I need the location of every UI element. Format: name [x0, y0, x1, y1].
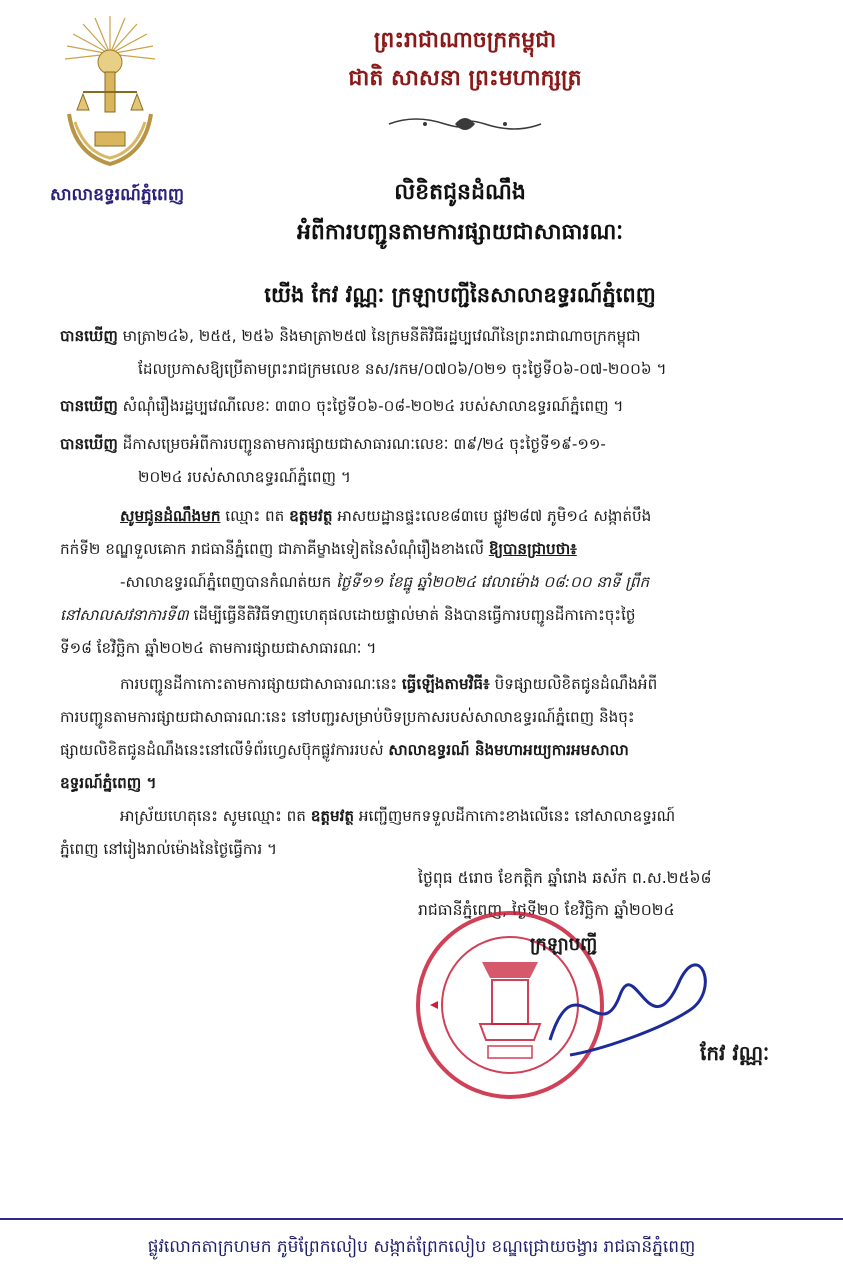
hearing-room: នៅសាលសវនាការទី៣: [60, 606, 189, 624]
recital-2: [60, 390, 802, 423]
court-emblem-icon: [55, 14, 165, 172]
recital-text: សំណុំរឿងរដ្ឋប្បវេណីលេខៈ ៣៣០ ចុះថ្ងៃទី០៦-០៨-២០២៤ របស់សាលាឧទ្ធរណ៍ភ្នំពេញ ។: [117, 397, 624, 415]
recital-text-cont: ដែលប្រកាសឱ្យប្រើតាមព្រះរាជក្រមលេខ នស/រកម/០៧០៦/០២១ ចុះថ្ងៃទី០៦-០៧-២០០៦ ។: [138, 360, 667, 378]
recital-text-cont: ២០២៤ របស់សាលាឧទ្ធរណ៍ភ្នំពេញ ។: [138, 468, 351, 486]
method-text-line2: ការបញ្ជូនតាមការផ្សាយជាសាធារណៈនេះ នៅបញ្ជរសម្រាប់បិទប្រកាសរបស់សាលាឧទ្ធរណ៍ភ្នំពេញ និងចុះ: [60, 708, 635, 726]
method-text-cont: បិទផ្សាយលិខិតជូនដំណឹងអំពី: [489, 675, 658, 693]
method-text: ការបញ្ជូនដីកាកោះតាមការផ្សាយជាសាធារណៈនេះ: [120, 675, 402, 693]
hearing-date: ថ្ងៃទី១១ ខែធ្នូ ឆ្នាំ២០២៤ វេលាម៉ោង ០៨:០០ នាទី ព្រឹក: [336, 573, 650, 591]
party-name: ឧត្តមវត្ថ: [310, 807, 355, 825]
signatory-name: កែវ វណ្ណៈ: [700, 1041, 770, 1065]
footer-divider: [0, 1218, 843, 1220]
recital-lead: បានឃើញ: [60, 435, 118, 453]
method-emphasis: ធ្វើឡើងតាមវិធី៖: [401, 675, 490, 693]
document-subtitle: អំពីការបញ្ជូនតាមការផ្សាយជាសាធារណៈ: [296, 220, 624, 245]
recital-text: ដីកាសម្រេចអំពីការបញ្ជូនតាមការផ្សាយជាសាធារណៈលេខៈ ៣៩/២៤ ចុះថ្ងៃទី១៩-១១-: [117, 435, 606, 453]
notice-text: ឈ្មោះ ពត: [220, 507, 290, 525]
notice-paragraph: [60, 500, 802, 566]
party-name: ឧត្តមវត្ថ: [289, 507, 333, 525]
summons-text-end: ភ្នំពេញ នៅរៀងរាល់ម៉ោងនៃថ្ងៃធ្វើការ ។: [60, 840, 278, 858]
notice-address: អាសយដ្ឋានផ្ទះលេខ៨៣បេ ផ្លូវ២៨៧ ភូមិ១៤ សង្កាត់បឹង: [332, 507, 652, 525]
method-text-line3: ផ្សាយលិខិតជូនដំណឹងនេះនៅលើទំព័រហ្វេសប៊ុកផ្លូវការរបស់: [60, 741, 389, 759]
recital-1: [60, 320, 802, 386]
solar-date: រាជធានីភ្នំពេញ, ថ្ងៃទី២០ ខែវិច្ឆិកា ឆ្នាំ២០២៤: [418, 901, 675, 919]
recital-text: មាត្រា២៤៦, ២៥៥, ២៥៦ និងមាត្រា២៥៧ នៃក្រមនីតិវិធីរដ្ឋប្បវេណីនៃព្រះរាជាណាចក្រកម្ពុជា: [117, 327, 641, 345]
notice-emphasis: ឱ្យបានជ្រាបថា៖: [488, 540, 577, 558]
recital-lead: បានឃើញ: [60, 397, 118, 415]
court-name: សាលាឧទ្ធរណ៍ភ្នំពេញ: [49, 185, 185, 205]
lunar-date: ថ្ងៃពុធ ៥រោច ខែកត្តិក ឆ្នាំរោង ឆស័ក ព.ស.២៥៦៨: [418, 869, 712, 887]
signatory-title: ក្រឡាបញ្ជី: [530, 934, 598, 955]
method-text-end: ឧទ្ធរណ៍ភ្នំពេញ ។: [60, 774, 157, 792]
hearing-paragraph: [60, 566, 802, 665]
national-motto: ជាតិ សាសនា ព្រះមហាក្សត្រ: [348, 66, 582, 91]
summons-text-cont: អញ្ជើញមកទទួលដីកាកោះខាងលើនេះ នៅសាលាឧទ្ធរណ៍: [354, 807, 676, 825]
method-paragraph: [60, 668, 802, 800]
recital-lead: បានឃើញ: [60, 327, 118, 345]
hearing-text-cont: ដើម្បីធ្វើនីតិវិធីទាញហេតុផលដោយផ្ទាល់មាត់ និងបានធ្វើការបញ្ជូនដីកាកោះចុះថ្ងៃ: [188, 606, 636, 624]
summons-paragraph: [60, 800, 802, 866]
summons-text: អាស្រ័យហេតុនេះ សូមឈ្មោះ ពត: [120, 807, 311, 825]
ornament-divider-icon: [385, 112, 545, 136]
method-institutions: សាលាឧទ្ធរណ៍ និងមហាអយ្យការអមសាលា: [388, 741, 629, 759]
footer-address: ផ្លូវលោកតាក្រហមក ភូមិព្រែកលៀប សង្កាត់ព្រែកលៀប ខណ្ឌជ្រោយចង្វារ រាជធានីភ្នំពេញ: [147, 1237, 696, 1257]
notice-address-cont: កក់ទី២ ខណ្ឌទួលគោក រាជធានីភ្នំពេញ ជាភាគីម្ខាងទៀតនៃសំណុំរឿងខាងលើ: [60, 540, 489, 558]
kingdom-heading: ព្រះរាជាណាចក្រកម្ពុជា: [373, 28, 557, 53]
notice-lead: សូមជូនដំណឹងមក: [120, 507, 221, 525]
recital-3: [60, 428, 802, 494]
document-title: លិខិតជូនដំណឹង: [394, 180, 526, 205]
hearing-text-end: ទី១៨ ខែវិច្ឆិកា ឆ្នាំ២០២៤ តាមការផ្សាយជាសាធារណៈ ។: [60, 639, 377, 657]
hearing-text: -សាលាឧទ្ធរណ៍ភ្នំពេញបានកំណត់យក: [120, 573, 337, 591]
issuer-line: យើង កែវ វណ្ណៈ ក្រឡាបញ្ជីនៃសាលាឧទ្ធរណ៍ភ្នំពេញ: [264, 283, 656, 307]
